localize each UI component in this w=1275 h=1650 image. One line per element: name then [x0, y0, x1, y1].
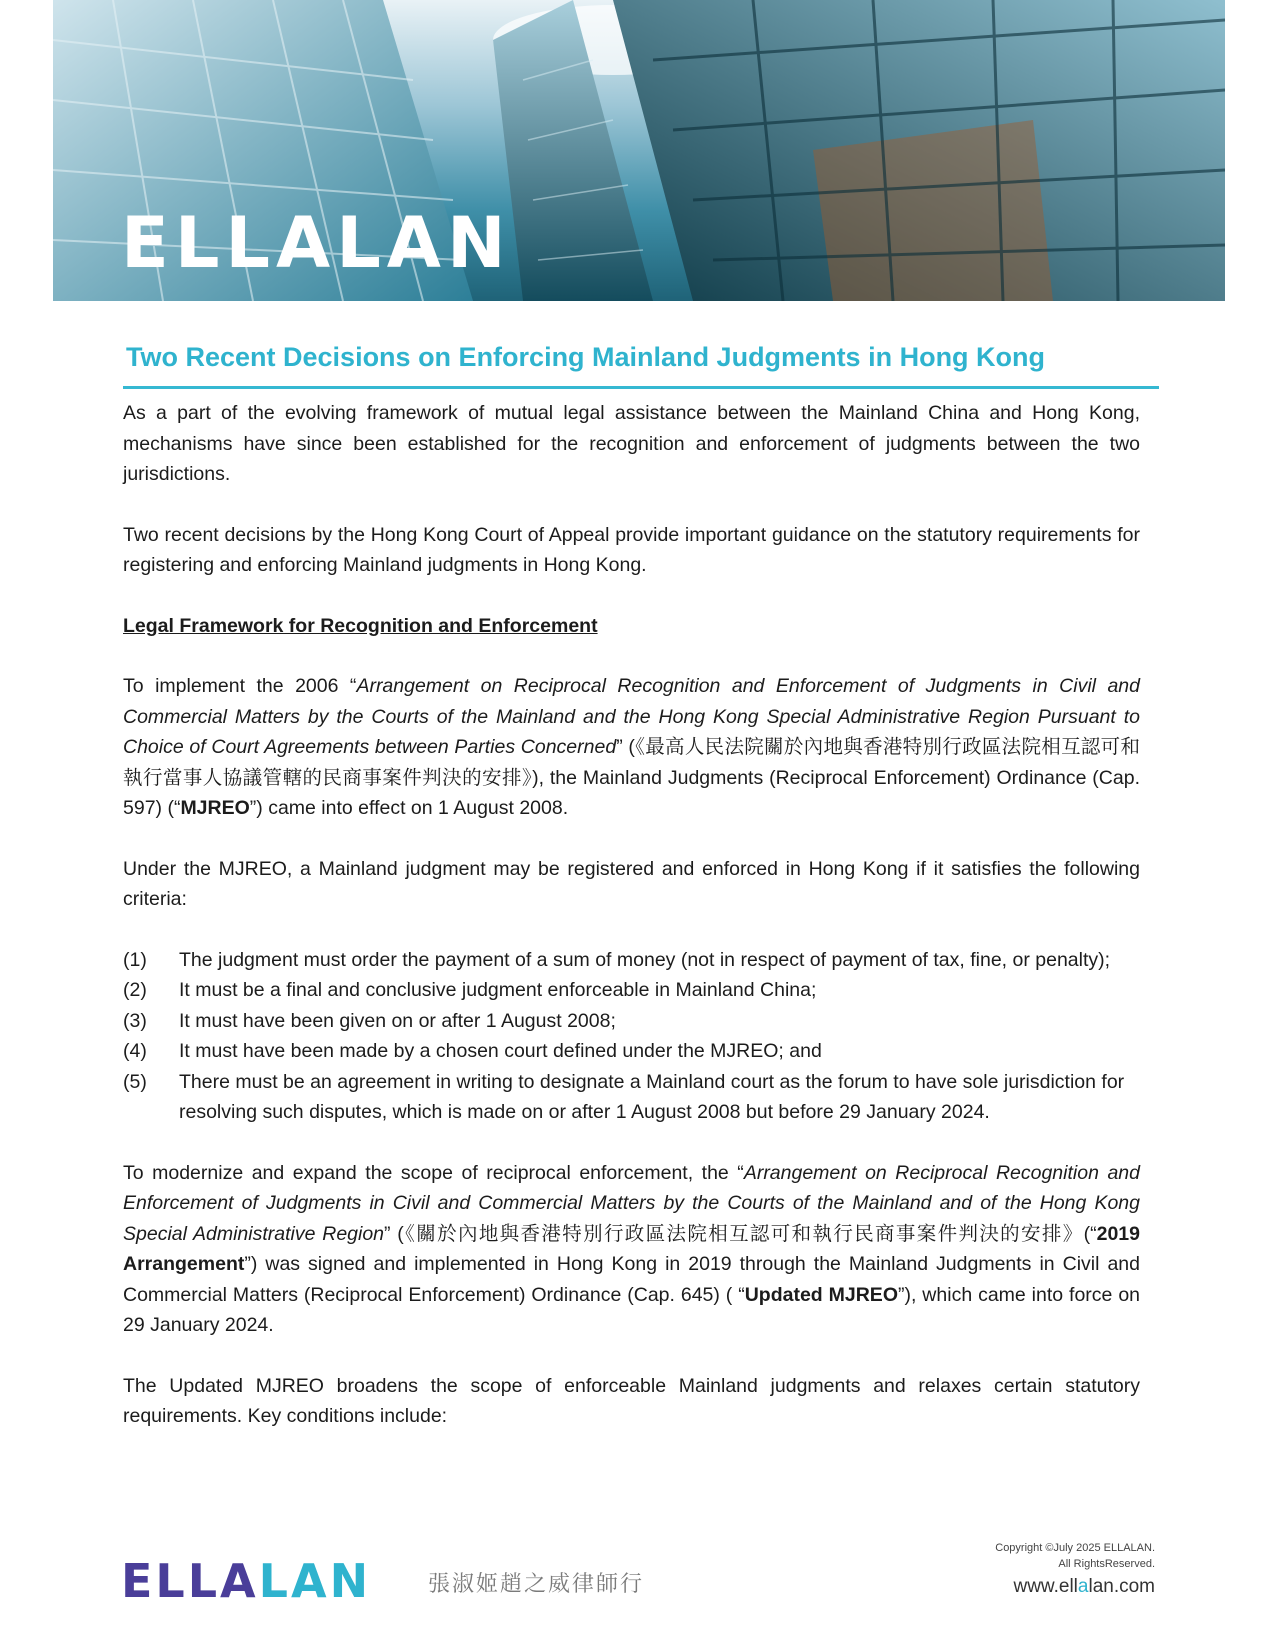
paragraph-intro: As a part of the evolving framework of mutual legal assistance between the Mainland China and Hong Kong, mechanisms have since been established for the recognition and enforcement of judgments between the two jurisdictions.	[123, 402, 1140, 485]
list-item	[123, 975, 1140, 1006]
paragraph-decisions: Two recent decisions by the Hong Kong Court of Appeal provide important guidance on the statutory requirements for registering and enforcing Mainland judgments in Hong Kong.	[123, 523, 1140, 576]
paragraph-2019-arrangement	[123, 1158, 1140, 1341]
page-title: Two Recent Decisions on Enforcing Mainland Judgments in Hong Kong	[126, 342, 1046, 372]
list-item	[123, 1006, 1140, 1037]
list-text: There must be an agreement in writing to designate a Mainland court as the forum to have sole jurisdiction for resolving such disputes, which is made on or after 1 August 2008 but before 29 January 2024.	[179, 1070, 1125, 1123]
list-number: (1)	[123, 948, 147, 971]
logo-part: ELLA	[121, 1554, 259, 1608]
list-text: It must have been given on or after 1 August 2008;	[179, 1009, 616, 1032]
text-run: ”) came into effect on 1 August 2008.	[249, 797, 569, 819]
paragraph-key-conditions: The Updated MJREO broadens the scope of enforceable Mainland judgments and relaxes certain statutory requirements. Key conditions include:	[123, 1374, 1140, 1427]
text-run: ” (《最高人民法院關於內地與香港特別行政區法院相互認可和執行當事人協議管轄的民商事案件判決的安排》), the Mainland Judgments (Reciprocal Enforcement) Ordinance (Cap. 597) (“	[123, 736, 1140, 819]
copyright-line: Copyright ©July 2025 ELLALAN.	[995, 1542, 1155, 1554]
list-item	[123, 945, 1140, 976]
paragraph-framework	[123, 671, 1140, 824]
copyright-notice	[995, 1540, 1155, 1572]
list-number: (5)	[123, 1070, 147, 1093]
footer-logo	[121, 1554, 372, 1608]
term-2019-arrangement: 2019 Arrangement	[123, 1222, 1140, 1275]
list-text: The judgment must order the payment of a sum of money (not in respect of payment of tax, fine, or penalty);	[179, 948, 1111, 971]
list-item	[123, 1067, 1140, 1128]
text-run: ”), which came into force on 29 January 2024.	[123, 1283, 1141, 1336]
criteria-list	[123, 945, 1140, 1128]
title-divider	[123, 386, 1159, 389]
footer-chinese-firm-name: 張淑姬趙之威律師行	[428, 1571, 645, 1596]
term-mjreo: MJREO	[180, 797, 250, 819]
copyright-line: All RightsReserved.	[1058, 1558, 1155, 1570]
website-link[interactable]	[1013, 1576, 1155, 1598]
list-text: It must have been made by a chosen court defined under the MJREO; and	[179, 1040, 822, 1062]
logo-part: LAN	[258, 1554, 372, 1608]
list-number: (3)	[123, 1009, 147, 1032]
hero-logo: ELLALAN	[121, 202, 512, 284]
url-part: lan.com	[1088, 1576, 1155, 1597]
list-number: (4)	[123, 1040, 147, 1062]
section-heading: Legal Framework for Recognition and Enforcement	[123, 614, 598, 637]
list-item	[123, 1036, 1140, 1067]
article-body	[123, 398, 1140, 1462]
text-run: ”) was signed and implemented in Hong Kong in 2019 through the Mainland Judgments in Civil and Commercial Matters (Reciprocal Enforcement) Ordinance (Cap. 645) ( “	[123, 1253, 1140, 1306]
list-text: It must be a final and conclusive judgment enforceable in Mainland China;	[179, 979, 817, 1001]
term-updated-mjreo: Updated MJREO	[744, 1283, 898, 1306]
paragraph-criteria-intro: Under the MJREO, a Mainland judgment may be registered and enforced in Hong Kong if it satisfies the following criteria:	[123, 857, 1140, 910]
text-run: To implement the 2006 “	[123, 675, 357, 697]
arrangement-title-2019: Arrangement on Reciprocal Recognition and Enforcement of Judgments in Civil and Commercial Matters by the Courts of the Mainland and of the Hong Kong Special Administrative Region	[123, 1161, 1140, 1245]
list-number: (2)	[123, 979, 147, 1001]
text-run: To modernize and expand the scope of reciprocal enforcement, the “	[123, 1161, 744, 1184]
url-part: a	[1077, 1576, 1089, 1597]
text-run: ” (《關於內地與香港特別行政區法院相互認可和執行民商事案件判決的安排》(“	[384, 1222, 1097, 1245]
arrangement-title-2006: Arrangement on Reciprocal Recognition and Enforcement of Judgments in Civil and Commercial Matters by the Courts of the Mainland and the Hong Kong Special Administrative Region Pursuant to Choice of Court Agreements between Parties Concerned	[123, 675, 1140, 758]
hero-banner-image	[53, 0, 1225, 301]
url-part: www.ell	[1013, 1576, 1078, 1597]
